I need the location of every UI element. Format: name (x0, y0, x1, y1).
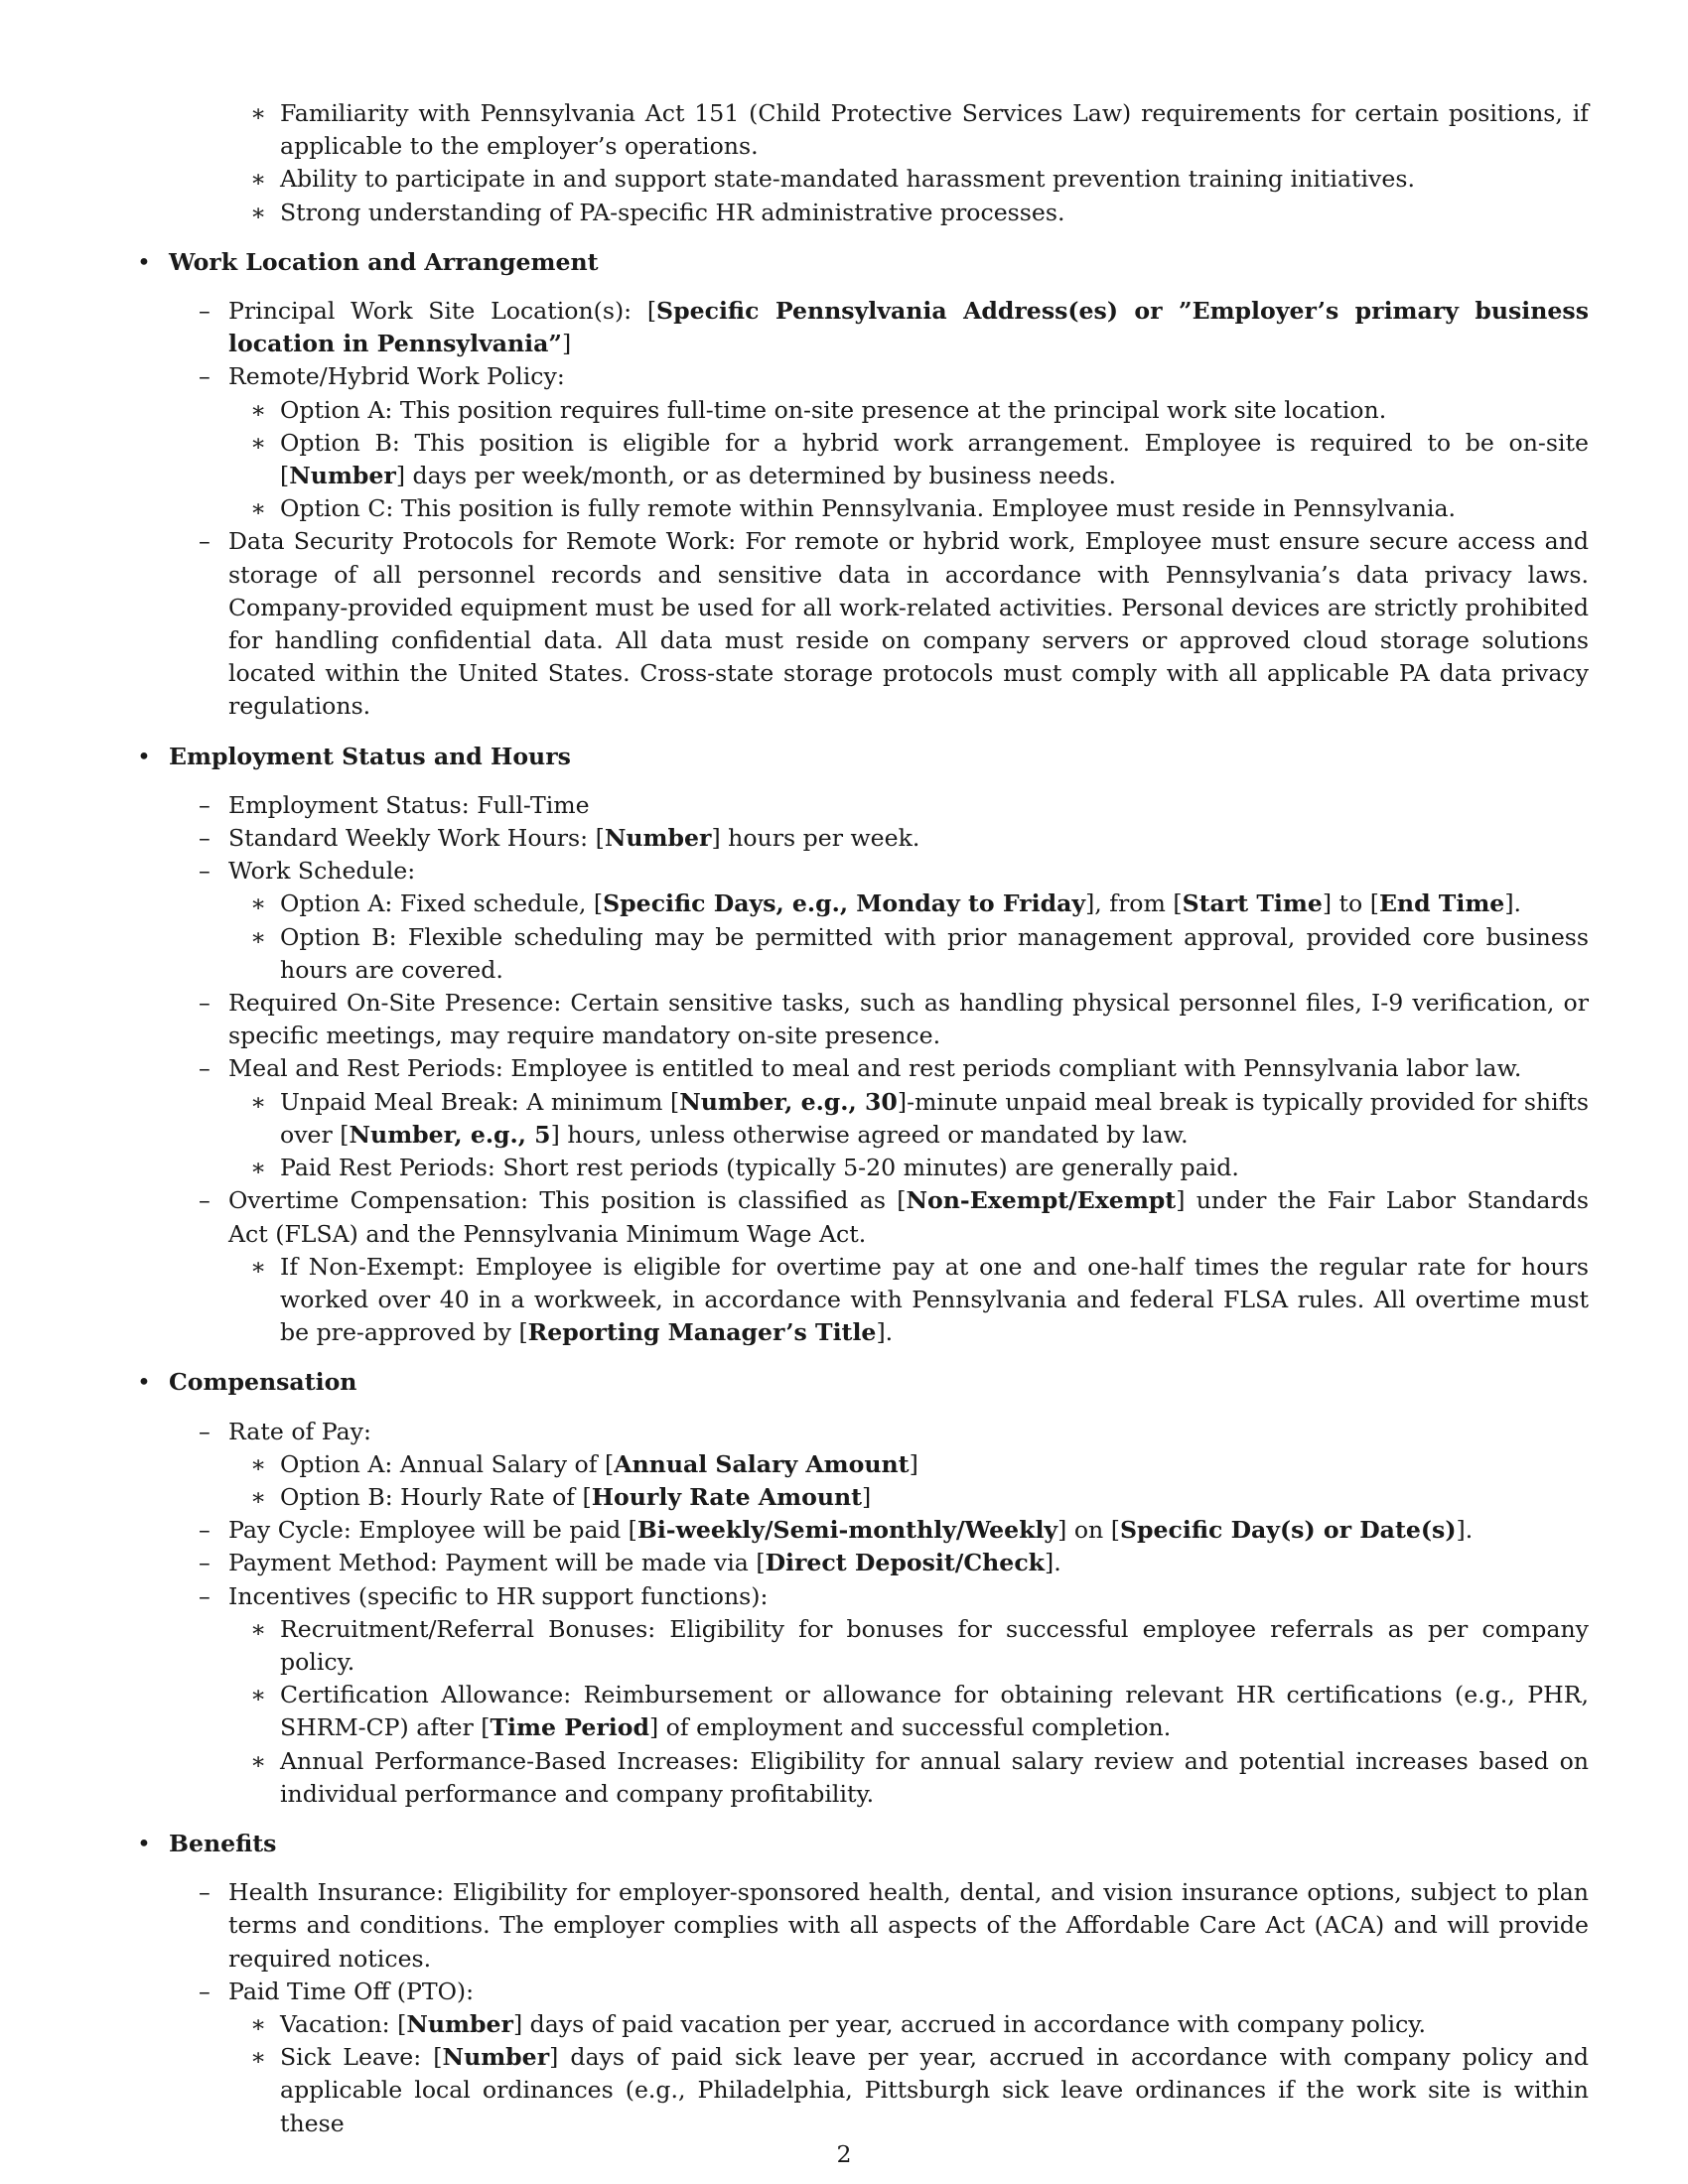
section-heading (137, 246, 1589, 279)
item-text: Overtime Compensation: This position is classified as [ (228, 1186, 907, 1215)
item-text: Work Schedule: (228, 857, 416, 886)
item-text: ] to [ (1322, 889, 1379, 918)
section-title: Employment Status and Hours (169, 742, 571, 770)
item-text: Vacation: [ (280, 2009, 407, 2038)
item-text: ] (909, 1449, 918, 1478)
placeholder-field: Specific Days, e.g., Monday to Friday (603, 889, 1086, 918)
item-text: Data Security Protocols for Remote Work: For remote or hybrid work, Employee must ensure secure access and storage of all personnel records and sensitive data in accordance with Pennsylvania’s data privacy laws. Company-provided equipment must be used for all work-related activities. Personal devices are strictly prohibited for handling confidential data. All data must reside on company servers or approved cloud storage solutions located within the United States. Cross-state storage protocols must comply with all applicable PA data privacy regulations. (228, 527, 1589, 721)
item-text: ]. (1504, 889, 1522, 918)
item-text: ]-minute unpaid meal break is typically provided for shifts over [ (280, 1087, 1589, 1149)
item-text: Option A: Annual Salary of [ (280, 1449, 615, 1478)
placeholder-field: Start Time (1182, 889, 1323, 918)
item-text: Incentives (specific to HR support functions): (228, 1581, 769, 1610)
list-item (137, 1613, 1589, 1679)
list-item (137, 1448, 1589, 1481)
item-text: ] hours per week. (711, 824, 920, 853)
section-title: Benefits (169, 1829, 277, 1857)
star-marker: ∗ (250, 1681, 267, 1709)
item-text: Principal Work Site Location(s): [ (228, 297, 657, 326)
list-item (137, 1086, 1589, 1152)
item-text: Remote/Hybrid Work Policy: (228, 362, 565, 391)
dash-marker: – (199, 1977, 211, 2005)
list-item (137, 822, 1589, 855)
item-text: Option B: Flexible scheduling may be permitted with prior management approval, provided core business hours are covered. (280, 922, 1589, 984)
bullet-marker: • (137, 742, 151, 770)
star-marker: ∗ (250, 494, 267, 523)
list-item (137, 921, 1589, 987)
list-item (137, 1152, 1589, 1184)
list-item (137, 2041, 1589, 2140)
item-text: Annual Performance-Based Increases: Eligibility for annual salary review and potential increases based on individual performance and company profitability. (280, 1746, 1589, 1808)
item-text: ]. (876, 1318, 894, 1347)
list-item (137, 197, 1589, 229)
item-text: Option C: This position is fully remote within Pennsylvania. Employee must reside in Pennsylvania. (280, 494, 1457, 523)
section-heading (137, 1828, 1589, 1860)
item-text: Unpaid Meal Break: A minimum [ (280, 1087, 680, 1116)
item-text: Ability to participate in and support state-mandated harassment prevention training initiatives. (280, 165, 1415, 194)
item-text: Meal and Rest Periods: Employee is entitled to meal and rest periods compliant with Pennsylvania labor law. (228, 1054, 1522, 1083)
list-item (137, 525, 1589, 723)
star-marker: ∗ (250, 889, 267, 918)
dash-marker: – (199, 1549, 211, 1577)
list-item (137, 1679, 1589, 1744)
star-marker: ∗ (250, 2043, 267, 2072)
star-marker: ∗ (250, 165, 267, 194)
star-marker: ∗ (250, 1614, 267, 1643)
item-text: Rate of Pay: (228, 1417, 371, 1445)
list-item (137, 97, 1589, 163)
placeholder-field: Number (406, 2009, 513, 2038)
section-heading (137, 1366, 1589, 1399)
item-text: ] days of paid sick leave per year, accrued in accordance with company policy and applicable local ordinances (e.g., Philadelphia, Pittsburgh sick leave ordinances if the work site is within these (280, 2043, 1589, 2137)
list-item (137, 789, 1589, 822)
star-marker: ∗ (250, 428, 267, 457)
list-item (137, 2008, 1589, 2041)
placeholder-field: Direct Deposit/Check (765, 1549, 1046, 1577)
bullet-marker: • (137, 1368, 151, 1397)
section-title: Compensation (169, 1368, 357, 1397)
list-item (137, 1416, 1589, 1448)
placeholder-field: Number (604, 824, 712, 853)
placeholder-field: Number (442, 2043, 550, 2072)
star-marker: ∗ (250, 1154, 267, 1182)
item-text: ]. (1456, 1516, 1474, 1545)
item-text: Pay Cycle: Employee will be paid [ (228, 1516, 637, 1545)
dash-marker: – (199, 989, 211, 1018)
star-marker: ∗ (250, 395, 267, 424)
star-marker: ∗ (250, 922, 267, 951)
placeholder-field: Number, e.g., 30 (679, 1087, 898, 1116)
list-item (137, 1184, 1589, 1250)
star-marker: ∗ (250, 1252, 267, 1281)
bullet-marker: • (137, 247, 151, 276)
item-text: Standard Weekly Work Hours: [ (228, 824, 605, 853)
placeholder-field: Hourly Rate Amount (591, 1482, 863, 1511)
dash-marker: – (199, 824, 211, 853)
list-item (137, 887, 1589, 920)
item-text: ] (562, 330, 572, 358)
placeholder-field: Specific Pennsylvania Address(es) or ”Employer’s primary business location in Pennsylvania” (228, 297, 1589, 358)
list-item (137, 1052, 1589, 1085)
item-text: Payment Method: Payment will be made via [ (228, 1549, 766, 1577)
star-marker: ∗ (250, 2009, 267, 2038)
list-item (137, 360, 1589, 393)
bullet-marker: • (137, 1829, 151, 1857)
list-item (137, 987, 1589, 1052)
dash-marker: – (199, 1516, 211, 1545)
item-text: Paid Rest Periods: Short rest periods (typically 5-20 minutes) are generally paid. (280, 1154, 1239, 1182)
list-item (137, 1547, 1589, 1579)
star-marker: ∗ (250, 1087, 267, 1116)
placeholder-field: Time Period (490, 1713, 649, 1742)
placeholder-field: End Time (1378, 889, 1505, 918)
item-text: Option A: This position requires full-time on-site presence at the principal work site location. (280, 395, 1387, 424)
item-text: If Non-Exempt: Employee is eligible for overtime pay at one and one-half times the regular rate for hours worked over 40 in a workweek, in accordance with Pennsylvania and federal FLSA rules. All overtime must be pre-approved by [ (280, 1252, 1589, 1347)
dash-marker: – (199, 362, 211, 391)
list-item (137, 1976, 1589, 2008)
item-text: Option B: Hourly Rate of [ (280, 1482, 592, 1511)
star-marker: ∗ (250, 198, 267, 226)
dash-marker: – (199, 297, 211, 326)
list-item (137, 1481, 1589, 1514)
item-text: Option A: Fixed schedule, [ (280, 889, 604, 918)
list-item (137, 1745, 1589, 1811)
item-text: ] under the Fair Labor Standards Act (FLSA) and the Pennsylvania Minimum Wage Act. (228, 1186, 1589, 1248)
list-item (137, 492, 1589, 525)
list-item (137, 1580, 1589, 1613)
list-item (137, 394, 1589, 427)
item-text: Health Insurance: Eligibility for employer-sponsored health, dental, and vision insurance options, subject to plan terms and conditions. The employer complies with all aspects of the Affordable Care Act (ACA) and will provide required notices. (228, 1878, 1589, 1973)
section-title: Work Location and Arrangement (169, 247, 599, 276)
list-item (137, 855, 1589, 887)
placeholder-field: Reporting Manager’s Title (527, 1318, 877, 1347)
star-marker: ∗ (250, 1482, 267, 1511)
item-text: ] (862, 1482, 872, 1511)
placeholder-field: Bi-weekly/Semi-monthly/Weekly (636, 1516, 1058, 1545)
star-marker: ∗ (250, 1449, 267, 1478)
item-text: Option B: This position is eligible for a hybrid work arrangement. Employee is required to be on-site [ (280, 428, 1589, 490)
item-text: ] on [ (1057, 1516, 1120, 1545)
dash-marker: – (199, 1878, 211, 1907)
dash-marker: – (199, 527, 211, 556)
item-text: Required On-Site Presence: Certain sensitive tasks, such as handling physical personnel files, I-9 verification, or specific meetings, may require mandatory on-site presence. (228, 989, 1589, 1050)
star-marker: ∗ (250, 99, 267, 127)
item-text: Paid Time Off (PTO): (228, 1977, 475, 2005)
list-item (137, 427, 1589, 492)
placeholder-field: Number, e.g., 5 (349, 1120, 551, 1149)
placeholder-field: Non-Exempt/Exempt (906, 1186, 1177, 1215)
page-number: 2 (836, 2140, 852, 2168)
item-text: Employment Status: Full-Time (228, 790, 590, 819)
list-item (137, 295, 1589, 360)
dash-marker: – (199, 1054, 211, 1083)
section-heading (137, 741, 1589, 773)
item-text: ]. (1045, 1549, 1061, 1577)
item-text: Certification Allowance: Reimbursement or allowance for obtaining relevant HR certifications (e.g., PHR, SHRM-CP) after [ (280, 1681, 1589, 1742)
item-text: ] hours, unless otherwise agreed or mandated by law. (550, 1120, 1189, 1149)
item-text: ] days per week/month, or as determined by business needs. (395, 462, 1117, 490)
placeholder-field: Specific Day(s) or Date(s) (1119, 1516, 1457, 1545)
item-text: ] of employment and successful completion. (648, 1713, 1172, 1742)
dash-marker: – (199, 1581, 211, 1610)
dash-marker: – (199, 857, 211, 886)
list-item (137, 1251, 1589, 1350)
placeholder-field: Number (289, 462, 396, 490)
list-item (137, 1876, 1589, 1976)
item-text: ] days of paid vacation per year, accrued in accordance with company policy. (512, 2009, 1426, 2038)
dash-marker: – (199, 790, 211, 819)
placeholder-field: Annual Salary Amount (614, 1449, 910, 1478)
item-text: ], from [ (1085, 889, 1183, 918)
list-item (137, 163, 1589, 196)
item-text: Strong understanding of PA-specific HR administrative processes. (280, 198, 1065, 226)
item-text: Sick Leave: [ (280, 2043, 443, 2072)
list-item (137, 1514, 1589, 1547)
item-text: Recruitment/Referral Bonuses: Eligibility for bonuses for successful employee referrals as per company policy. (280, 1614, 1589, 1676)
document-body (137, 97, 1589, 2140)
item-text: Familiarity with Pennsylvania Act 151 (Child Protective Services Law) requirements for certain positions, if applicable to the employer’s operations. (280, 99, 1589, 161)
star-marker: ∗ (250, 1746, 267, 1775)
dash-marker: – (199, 1417, 211, 1445)
dash-marker: – (199, 1186, 211, 1215)
